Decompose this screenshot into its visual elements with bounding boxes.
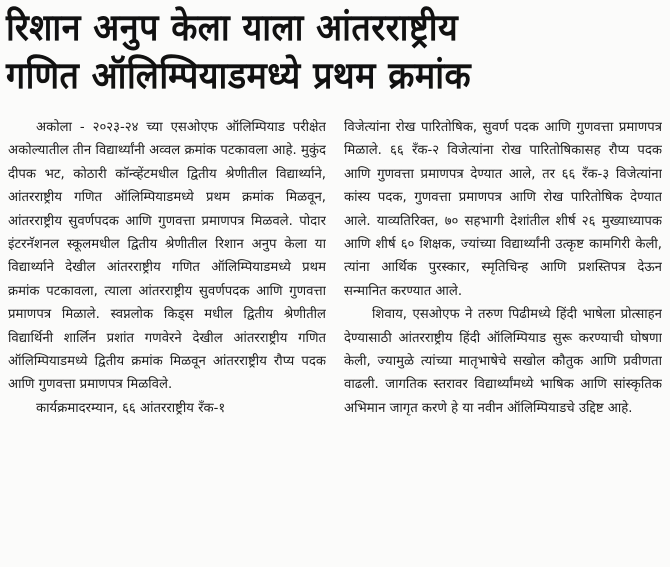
headline-line-2: गणित ऑलिम्पियाडमध्ये प्रथम क्रमांक (6, 54, 472, 97)
article-column-left (8, 116, 326, 561)
paragraph-1: अकोला - २०२३-२४ च्या एसओएफ ऑलिम्पियाड परीक्षेत अकोल्यातील तीन विद्यार्थ्यांनी अव्वल क्रमांक पटकावला आहे. मुकुंद दीपक भट, कोठारी कॉन्व्हेंटमधील द्वितीय श्रेणीतील विद्यार्थ्याने, आंतरराष्ट्रीय गणित ऑलिम्पियाडमध्ये प्रथम क्रमांक मिळवून, आंतरराष्ट्रीय सुवर्णपदक आणि गुणवत्ता प्रमाणपत्र मिळवले. पोदार इंटरनॅशनल स्कूलमधील द्वितीय श्रेणीतील रिशान अनुप केला या विद्यार्थ्याने देखील आंतरराष्ट्रीय गणित ऑलिम्पियाडमध्ये प्रथम क्रमांक पटकावला, त्याला आंतरराष्ट्रीय सुवर्णपदक आणि गुणवत्ता प्रमाणपत्र मिळाले. स्वप्नलोक किड्स मधील द्वितीय श्रेणीतील विद्यार्थिनी शार्लिन प्रशांत गणवेरने देखील आंतरराष्ट्रीय गणित ऑलिम्पियाडमध्ये द्वितीय क्रमांक मिळवून आंतरराष्ट्रीय रौप्य पदक आणि गुणवत्ता प्रमाणपत्र मिळविले. (8, 120, 326, 393)
article-headline (6, 4, 611, 100)
paragraph-3: विजेत्यांना रोख पारितोषिक, सुवर्ण पदक आणि गुणवत्ता प्रमाणपत्र मिळाले. ६६ रँक-२ विजेत्यांना रोख पारितोषिकासह रौप्य पदक आणि गुणवत्ता प्रमाणपत्र देण्यात आले, तर ६६ रँक-३ विजेत्यांना कांस्य पदक, गुणवत्ता प्रमाणपत्र आणि रोख पारितोषिक देण्यात आले. याव्यतिरिक्त, ७० सहभागी देशांतील शीर्ष २६ मुख्याध्यापक आणि शीर्ष ६० शिक्षक, ज्यांच्या विद्यार्थ्यांनी उत्कृष्ट कामगिरी केली, त्यांना आर्थिक पुरस्कार, स्मृतिचिन्ह आणि प्रशस्तिपत्र देऊन सन्मानित करण्यात आले. (344, 120, 662, 299)
article-column-right (344, 116, 662, 561)
headline-line-1: रिशान अनुप केला याला आंतरराष्ट्रीय (6, 6, 459, 49)
paragraph-2: कार्यक्रमादरम्यान, ६६ आंतरराष्ट्रीय रँक-१ (36, 400, 226, 416)
article-body (8, 116, 662, 561)
paragraph-4: शिवाय, एसओएफ ने तरुण पिढीमध्ये हिंदी भाषेला प्रोत्साहन देण्यासाठी आंतरराष्ट्रीय हिंदी ऑलिम्पियाड सुरू करण्याची घोषणा केली, ज्यामुळे त्यांच्या मातृभाषेचे सखोल कौतुक आणि प्रवीणता वाढली. जागतिक स्तरावर विद्यार्थ्यांमध्ये भाषिक आणि सांस्कृतिक अभिमान जागृत करणे हे या नवीन ऑलिम्पियाडचे उद्दिष्ट आहे. (344, 307, 662, 416)
